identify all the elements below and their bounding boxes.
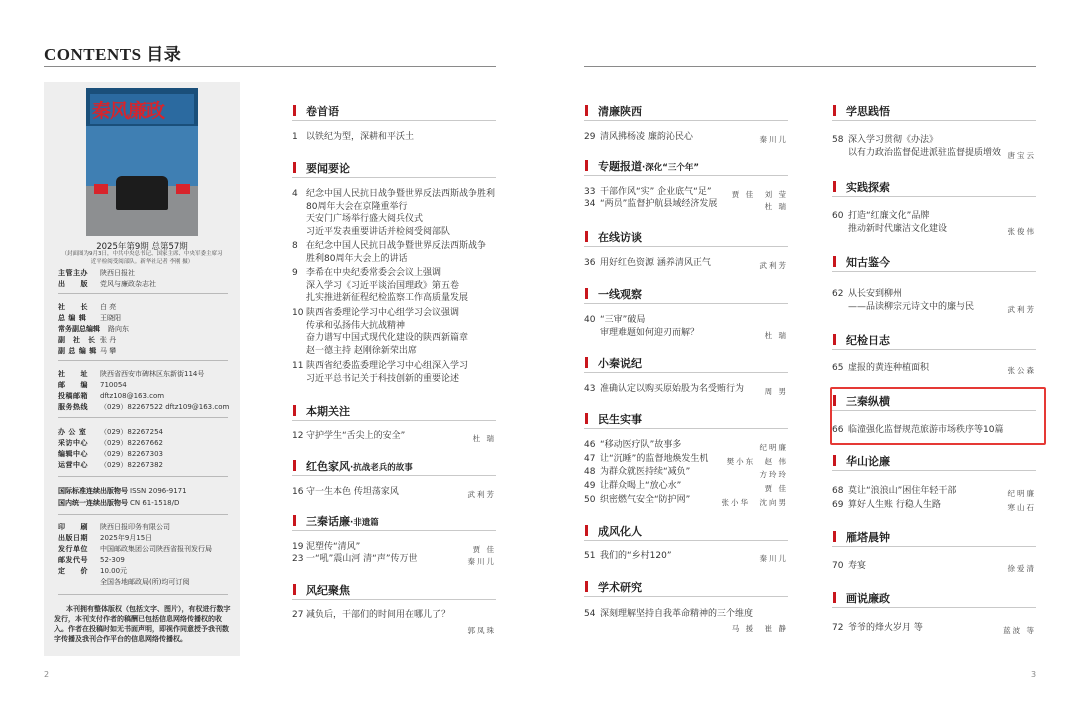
toc-entry[interactable]: 4 纪念中国人民抗日战争暨世界反法西斯战争胜利 80周年大会在京隆重举行 天安门广场举行盛大阅兵仪式 习近平发表重要讲话并检阅受阅部队 [292, 189, 496, 237]
toc-entry[interactable]: 19 泥塑传“清风” [292, 542, 361, 552]
divider [58, 514, 228, 515]
cover-flag-icon [176, 184, 190, 194]
toc-entry[interactable]: 49 让群众喝上“放心水” [584, 481, 682, 491]
toc-entry[interactable]: 65 虚报的黄连种植面积 [832, 363, 930, 373]
info-row: 编辑中心 （029）82267303 [58, 450, 163, 458]
section-heading: 要闻要论 [306, 162, 350, 175]
info-row: 主管主办 陕西日报社 [58, 269, 135, 277]
toc-entry[interactable]: 72 爷爷的烽火岁月 等 [832, 623, 923, 633]
toc-entry[interactable]: 46 “移动医疗队”故事多 [584, 440, 682, 450]
section-rule [832, 120, 1036, 121]
toc-entry[interactable]: 51 我们的“乡村120” [584, 551, 672, 561]
section-heading: 知古鉴今 [846, 256, 890, 269]
toc-entry[interactable]: 60 打造“红廉文化”品牌 推动新时代廉洁文化建设 [832, 211, 948, 234]
info-row: 出 版 党风与廉政杂志社 [58, 280, 156, 288]
info-row: 投稿邮箱 dftz108@163.com [58, 392, 165, 400]
section-heading: 本期关注 [306, 405, 350, 418]
section-rule [584, 120, 788, 121]
author: 蓝波 等 [1003, 626, 1036, 635]
cover-masthead-title: 秦风廉政 [92, 100, 165, 122]
section-heading: 三秦话廉·非遗篇 [306, 515, 379, 528]
section-heading: 实践探索 [846, 181, 890, 194]
author: 贾 佳 刘 莹 [731, 190, 788, 199]
section-rule [292, 177, 496, 178]
section-rule [832, 196, 1036, 197]
section-rule [292, 420, 496, 421]
info-row: 总 编 辑 王晓阳 [58, 314, 121, 322]
toc-entry[interactable]: 11 陕西省纪委监委理论学习中心组深入学习 习近平总书记关于科技创新的重要论述 [292, 361, 469, 384]
section-rule [832, 470, 1036, 471]
author: 张小华 沈向男 [721, 498, 788, 507]
section-rule [584, 372, 788, 373]
toc-entry[interactable]: 68 莫让“浪浪山”困住年轻干部 [832, 486, 957, 496]
section-heading: 小秦说纪 [598, 357, 642, 370]
cover-car-icon [116, 176, 168, 210]
section-rule [584, 175, 788, 176]
author: 寒山石 [1007, 503, 1036, 512]
author: 张公森 [1007, 366, 1036, 375]
author: 秦川儿 [467, 557, 496, 566]
toc-entry[interactable]: 36 用好红色资源 涵养清风正气 [584, 258, 711, 268]
section-rule [584, 596, 788, 597]
section-heading: 画说廉政 [846, 592, 890, 605]
highlight-box [830, 387, 1046, 445]
info-row: 邮发代号 52-309 [58, 556, 125, 564]
info-row: 社 长 白 亮 [58, 303, 117, 311]
cover-image [86, 88, 198, 236]
header-rule-right [584, 66, 1036, 67]
toc-entry[interactable]: 58 深入学习贯彻《办法》 以有力政治监督促进派驻监督提质增效 [832, 135, 1002, 158]
section-rule [832, 546, 1036, 547]
toc-entry[interactable]: 12 守护学生“舌尖上的安全” [292, 431, 406, 441]
divider [58, 360, 228, 361]
toc-entry[interactable]: 9 李希在中央纪委常委会会议上强调 深入学习《习近平谈治国理政》第五卷 扎实推进新征程纪检监察工作高质量发展 [292, 268, 469, 303]
author: 秦川儿 [759, 135, 788, 144]
section-rule [832, 349, 1036, 350]
section-heading: 雁塔晨钟 [846, 531, 890, 544]
author: 贾 佳 [764, 484, 788, 493]
author: 武利芳 [467, 490, 496, 499]
toc-entry[interactable]: 69 算好人生账 行稳人生路 [832, 500, 941, 510]
section-heading: 风纪聚焦 [306, 584, 350, 597]
toc-entry[interactable]: 27 减负后，干部们的时间用在哪儿了？ [292, 610, 451, 620]
info-row: 出版日期 2025年9月15日 [58, 534, 153, 542]
toc-entry[interactable]: 16 守一生本色 传坦荡家风 [292, 487, 399, 497]
info-row: 副 总 编 辑 马 攀 [58, 347, 117, 355]
header-rule-left [44, 66, 496, 67]
author: 秦川儿 [759, 554, 788, 563]
divider [58, 293, 228, 294]
page-number-right: 3 [1031, 670, 1037, 679]
toc-entry[interactable]: 8 在纪念中国人民抗日战争暨世界反法西斯战争 胜利80周年大会上的讲话 [292, 241, 487, 264]
section-heading: 学思践悟 [846, 105, 890, 118]
copyright-notice: 本刊拥有整体版权（包括文字、图片），有权进行数字发行，本刊支付作者的稿酬已包括信息网络传播权的收入。作者在投稿时如无书面声明，即视作同意授予我刊数字传播及我刊合作平台的信息网络传播权。 [54, 605, 231, 643]
toc-entry[interactable]: 47 让“沉睡”的监督地焕发生机 [584, 454, 709, 464]
section-rule [292, 120, 496, 121]
info-row: 常务副总编辑 路向东 [58, 325, 129, 333]
cover-caption: （封面图为9月3日，中共中央总书记、国家主席、中央军委主席习近平检阅受阅部队。新华社记者 李刚 摄） [61, 251, 223, 265]
section-rule [832, 271, 1036, 272]
section-heading: 三秦纵横 [846, 395, 890, 408]
info-row: 邮 编 710054 [58, 381, 127, 389]
toc-entry[interactable]: 40 “三审”破局 审理难题如何迎刃而解？ [584, 315, 700, 338]
author: 樊小东 赵 伟 [726, 457, 788, 466]
section-heading: 一线观察 [598, 288, 642, 301]
toc-entry[interactable]: 66 临潼强化监督规范旅游市场秩序等10篇 [832, 425, 1004, 435]
section-heading: 纪检日志 [846, 334, 890, 347]
info-row: 定 价 10.00元 [58, 567, 128, 575]
toc-entry[interactable]: 50 织密燃气安全“防护网” [584, 495, 691, 505]
info-row: 服务热线 （029）82267522 dftz109@163.com [58, 403, 230, 411]
author: 唐宝云 [1007, 151, 1036, 160]
author: 武利芳 [759, 261, 788, 270]
section-rule [584, 246, 788, 247]
divider [58, 594, 228, 595]
author: 杜 瑞 [764, 331, 788, 340]
author: 张俊伟 [1007, 227, 1036, 236]
toc-entry[interactable]: 23 一“吼”震山河 清“声”传万世 [292, 554, 418, 564]
info-row: 国际标准连续出版物号 ISSN 2096-9171 [58, 487, 187, 495]
section-rule [292, 475, 496, 476]
section-heading: 学术研究 [598, 581, 642, 594]
cover-flag-icon [94, 184, 108, 194]
author: 纪明廉 [1007, 489, 1036, 498]
section-rule [292, 530, 496, 531]
toc-entry[interactable]: 54 深刻理解坚持自我革命精神的三个维度 [584, 609, 754, 619]
toc-entry[interactable]: 48 为群众就医持续“减负” [584, 467, 691, 477]
author: 贾 佳 [472, 545, 496, 554]
section-rule [584, 303, 788, 304]
page-number-left: 2 [44, 670, 50, 679]
info-row: 社 址 陕西省西安市碑林区东新街114号 [58, 370, 205, 378]
author: 杜 瑞 [472, 434, 496, 443]
author: 杜 瑞 [764, 202, 788, 211]
section-rule [584, 428, 788, 429]
divider [58, 476, 228, 477]
toc-entry[interactable]: 43 准确认定以购买原始股为名受贿行为 [584, 384, 745, 394]
author: 纪明廉 [759, 443, 788, 452]
contents-title: CONTENTS 目录 [44, 45, 182, 64]
author: 周 男 [764, 387, 788, 396]
section-rule [292, 599, 496, 600]
toc-entry[interactable]: 70 寿宴 [832, 561, 867, 571]
section-rule [584, 540, 788, 541]
section-heading: 红色家风·抗战老兵的故事 [306, 460, 413, 473]
toc-entry[interactable]: 29 清风拂杨凌 廉韵沁民心 [584, 132, 693, 142]
toc-entry[interactable]: 33 干部作风“实” 企业底气“足” [584, 187, 712, 197]
info-row: 印 刷 陕西日报印务有限公司 [58, 523, 170, 531]
divider [58, 417, 228, 418]
toc-entry[interactable]: 1 以铁纪为型，深耕和平沃土 [292, 132, 415, 142]
author: 郭凤珠 [467, 626, 496, 635]
section-rule [832, 607, 1036, 608]
cover-masthead [90, 94, 194, 124]
info-row: 运营中心 （029）82267382 [58, 461, 163, 469]
section-heading: 清廉陕西 [598, 105, 642, 118]
toc-entry[interactable]: 62 从长安到柳州 ——品读柳宗元诗文中的廉与民 [832, 289, 975, 312]
info-row: 国内统一连续出版物号 CN 61-1518/D [58, 499, 180, 507]
info-row: 办 公 室 （029）82267254 [58, 428, 163, 436]
info-row: 采访中心 （029）82267662 [58, 439, 163, 447]
info-row: 副 社 长 张 丹 [58, 336, 117, 344]
author: 徐爱清 [1007, 564, 1036, 573]
section-heading: 成风化人 [598, 525, 642, 538]
section-heading: 民生实事 [598, 413, 642, 426]
section-heading: 华山论廉 [846, 455, 890, 468]
toc-entry[interactable]: 10 陕西省委理论学习中心组学习会议强调 传承和弘扬伟大抗战精神 奋力谱写中国式现代化建设的陕西新篇章 赵一德主持 赵刚徐新荣出席 [292, 308, 469, 356]
author: 方玲玲 [759, 470, 788, 479]
author: 武利芳 [1007, 305, 1036, 314]
section-heading: 卷首语 [306, 105, 339, 118]
author: 马 援 崔 静 [731, 624, 788, 633]
section-heading: 专题报道·深化“三个年” [598, 160, 699, 173]
toc-entry[interactable]: 34 “两员”监督护航县域经济发展 [584, 199, 718, 209]
section-heading: 在线访谈 [598, 231, 642, 244]
info-row: 发行单位 中国邮政集团公司陕西省报刊发行局 [58, 545, 212, 553]
info-row: 全国各地邮政局(所)均可订阅 [100, 578, 190, 586]
issue-line: 2025年第9期 总第57期 [96, 242, 188, 252]
